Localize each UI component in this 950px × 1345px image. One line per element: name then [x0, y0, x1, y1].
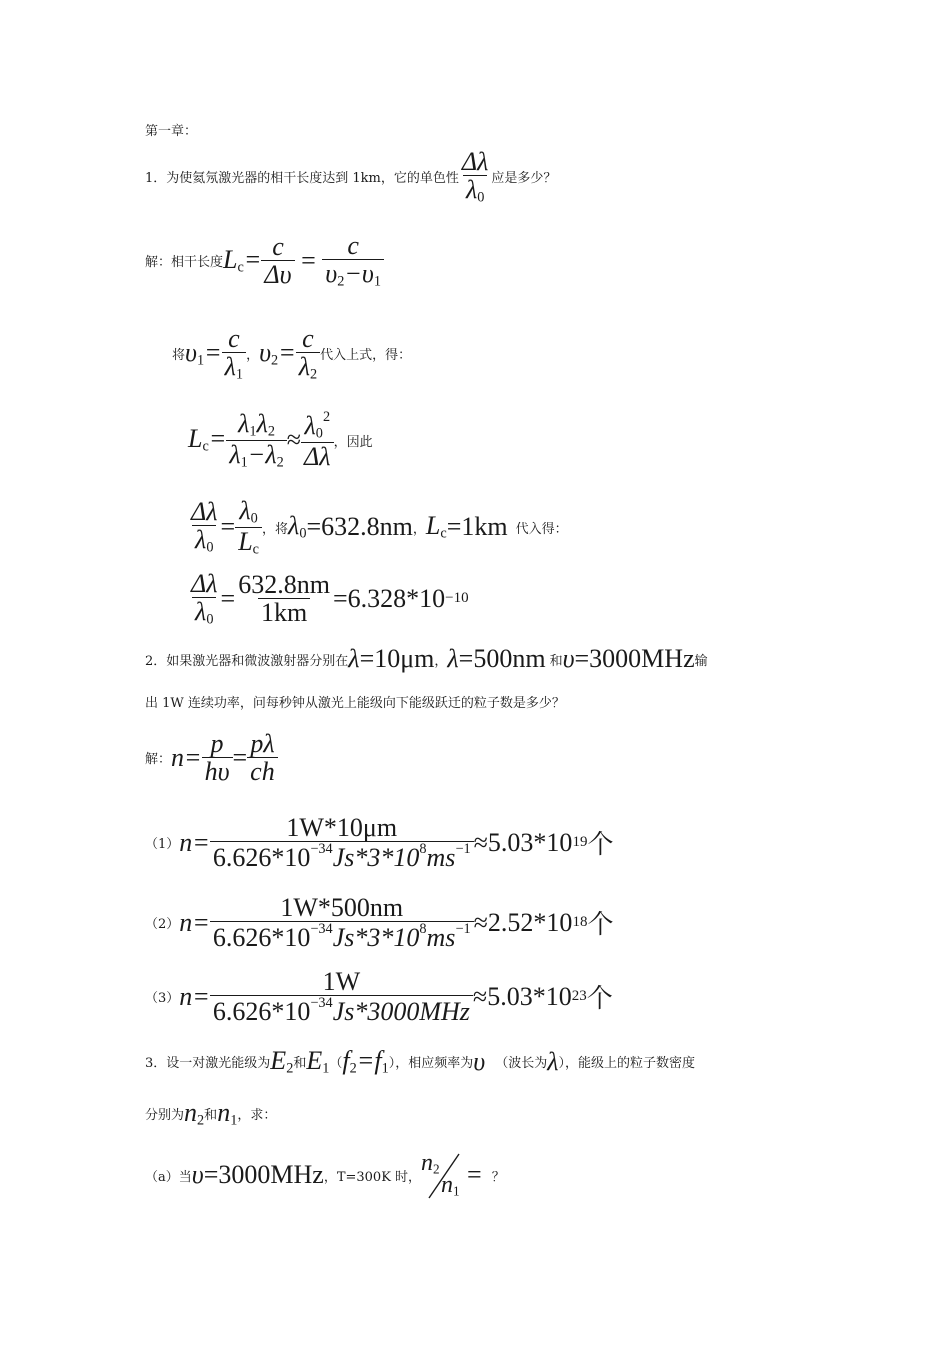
solution-2-item-1: （1） n= $\frac{1W*10\mu m}{6.626*10^{-34}Js*3*10^8ms^{-1}}$ ≈5.03*10 19 个 [145, 813, 614, 873]
item-label: （1） [145, 837, 180, 853]
formula-value: =632.8nm [306, 512, 413, 542]
solution-text: ， [412, 521, 426, 537]
formula: $\frac{632.8nm}{1km}$ [238, 570, 330, 628]
question-number: 2． [145, 653, 167, 669]
unit: 个 [587, 910, 614, 941]
formula-value: =500nm [458, 644, 546, 673]
formula: $\frac{c}{\lambda_2}$ [296, 325, 320, 383]
formula: $\frac{\lambda_0^2}{\Delta\lambda}$ [301, 410, 334, 470]
formula: υ [562, 644, 575, 673]
ratio-formula: $n_2$ $n_1$ [421, 1150, 467, 1200]
formula: $L_c$ [425, 511, 447, 542]
solution-label: 解： [145, 255, 172, 271]
item-label: （2） [145, 917, 180, 933]
monochromaticity-fraction: $\frac{\Delta\lambda}{\lambda_0}$ [461, 147, 489, 206]
solution-1-line-1 [145, 232, 384, 290]
solution-1-line-2 [172, 325, 411, 383]
solution-1-line-3 [188, 410, 373, 470]
question-text: ），相应频率为 [388, 1056, 474, 1072]
formula: $E_1$ [306, 1046, 330, 1077]
question-3 [145, 1046, 695, 1078]
question-text: ），能级上的粒子数密度 [558, 1056, 695, 1072]
formula-value: =1km [446, 512, 508, 542]
question-text: 应是多少？ [491, 171, 557, 187]
solution-text: ， [246, 348, 260, 364]
formula: λ [547, 1046, 559, 1076]
formula-result: =6.328*10 [332, 583, 446, 613]
question-text: ， [434, 653, 448, 669]
solution-text: ，将 [262, 521, 289, 537]
formula: $f_2=f_1$ [342, 1046, 389, 1077]
formula: $\upsilon_1=$ [185, 338, 222, 369]
formula: $\upsilon_2=$ [259, 338, 296, 369]
formula: ≈ [286, 425, 302, 455]
question-text: 设一对激光能级为 [166, 1056, 271, 1072]
formula-result: ≈5.03*10 [472, 981, 572, 1011]
question-text: （波长为 [495, 1056, 548, 1072]
coherence-label: 相干长度 [171, 255, 224, 271]
formula: n= [171, 742, 202, 772]
question-text: （ [329, 1056, 343, 1072]
question-text: 和 [549, 653, 563, 669]
formula: = [220, 512, 236, 542]
formula: n= [179, 827, 210, 857]
question-text: 为使氦氖激光器的相干长度达到 1km，它的单色性 [166, 171, 459, 187]
formula: = [220, 583, 236, 613]
question-text: 如果激光器和微波激射器分别在 [166, 653, 349, 669]
formula: $n_1$ [217, 1098, 238, 1129]
question-text: 输 [694, 653, 708, 669]
solution-text: 代入得： [515, 521, 568, 537]
solution-label: 解： [145, 752, 172, 768]
solution-2-item-2: （2） n= $\frac{1W*500nm}{6.626*10^{-34}Js*3*10^8ms^{-1}}$ ≈2.52*10 18 个 [145, 893, 614, 953]
formula-value: =10μm [359, 644, 435, 673]
formula: = [294, 245, 323, 275]
formula: $L_c=$ [188, 424, 227, 455]
chapter-title: 第一章： [145, 124, 198, 139]
formula: $\frac{\lambda_0}{L_c}$ [235, 497, 262, 557]
formula-value: =3000MHz [203, 1160, 324, 1189]
question-3-line-2 [145, 1098, 276, 1130]
formula: $E_2$ [270, 1046, 294, 1077]
formula: $L_c=$ [223, 245, 262, 276]
formula: = [232, 742, 248, 772]
formula: $\frac{p\lambda}{ch}$ [247, 730, 278, 786]
formula: = [467, 1160, 482, 1189]
formula-exponent: −10 [445, 590, 469, 607]
unit: 个 [587, 830, 614, 861]
question-text: ，求： [237, 1108, 277, 1124]
question-2-line-2: 出 1W 连续功率，问每秒钟从激光上能级向下能级跃迁的粒子数是多少？ [145, 696, 565, 711]
formula: $n_2$ [184, 1098, 205, 1129]
question-1 [145, 148, 556, 206]
solution-text: 代入上式，得： [320, 348, 412, 364]
part-label: （a）当 [145, 1169, 192, 1185]
solution-1-line-5 [188, 570, 469, 628]
formula: $\frac{1W*500nm}{6.626*10^{-34}Js*3*10^8ms^{-1}}$ [210, 894, 474, 951]
formula: υ [473, 1046, 486, 1076]
formula: $\frac{1W}{6.626*10^{-34}Js*3000MHz}$ [210, 968, 473, 1025]
formula: $\frac{c}{\lambda_1}$ [222, 325, 246, 383]
formula: λ [348, 644, 360, 673]
solution-1-line-4 [188, 497, 568, 557]
question-text: ，T=300K 时， [323, 1169, 422, 1185]
formula-result: ≈2.52*10 [473, 907, 573, 937]
formula: n= [179, 981, 210, 1011]
solution-2-line-1 [145, 730, 278, 786]
formula: $\frac{\lambda_1\lambda_2}{\lambda_1-\lambda_2}$ [226, 410, 286, 470]
solution-text: ，因此 [333, 434, 373, 450]
formula: n= [179, 907, 210, 937]
formula: $\frac{\Delta\lambda}{\lambda_0}$ [191, 569, 218, 628]
question-number: 3． [145, 1056, 167, 1072]
formula: $\frac{p}{h\upsilon}$ [202, 730, 233, 786]
question-3-part-a [145, 1150, 505, 1200]
formula: υ [191, 1160, 204, 1189]
question-text: ？ [491, 1169, 505, 1185]
question-text: 分别为 [145, 1108, 185, 1124]
question-text: 和 [293, 1056, 307, 1072]
solution-2-item-3: （3） n= $\frac{1W}{6.626*10^{-34}Js*3000MHz}$ ≈5.03*10 23 个 [145, 967, 613, 1027]
formula: $\frac{1W*10\mu m}{6.626*10^{-34}Js*3*10^8ms^{-1}}$ [210, 814, 474, 871]
formula-result: ≈5.03*10 [473, 827, 573, 857]
formula: $\frac{c}{\upsilon_2-\upsilon_1}$ [322, 232, 384, 290]
question-number: 1． [145, 171, 167, 187]
formula: λ [447, 644, 459, 673]
formula-value: =3000MHz [574, 644, 695, 673]
question-text: 和 [204, 1108, 218, 1124]
formula: $\frac{\Delta\lambda}{\lambda_0}$ [191, 497, 218, 556]
question-2 [145, 644, 708, 674]
formula: $\lambda_0$ [288, 511, 307, 542]
formula: $\frac{c}{\Delta\upsilon}$ [261, 233, 294, 289]
solution-text: 将 [172, 348, 186, 364]
unit: 个 [586, 984, 613, 1015]
item-label: （3） [145, 991, 180, 1007]
